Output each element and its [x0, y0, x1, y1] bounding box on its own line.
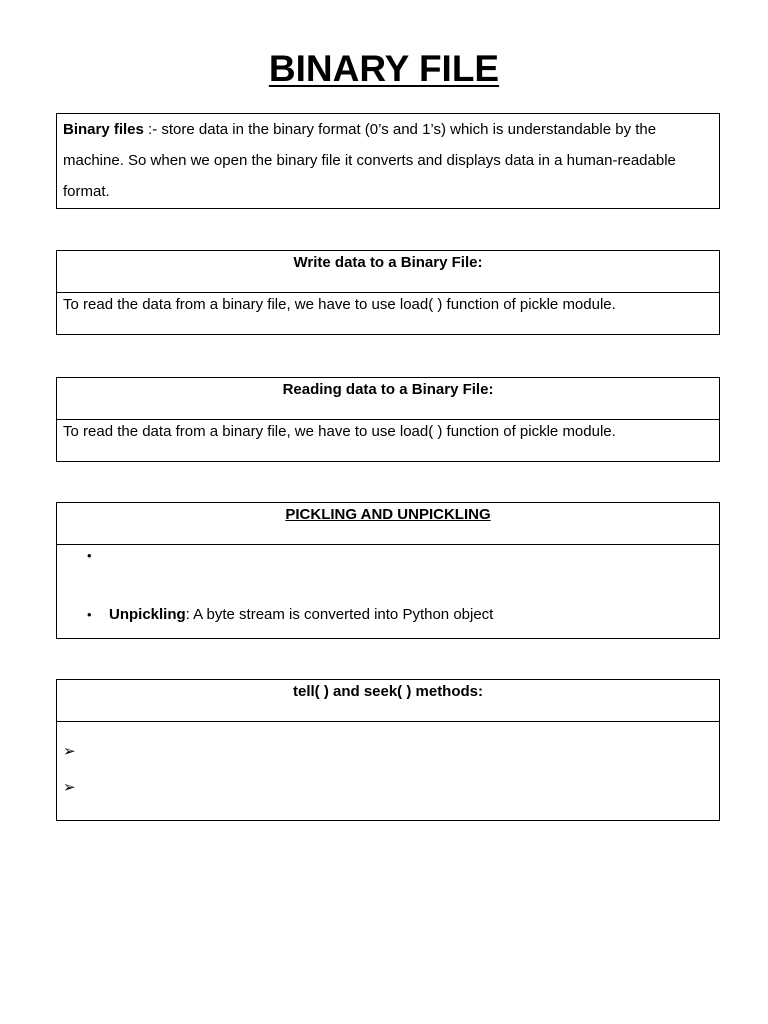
tell-seek-section [56, 679, 720, 821]
pickling-section-heading: PICKLING AND UNPICKLING [57, 503, 719, 545]
tell-seek-list [57, 722, 719, 820]
tell-seek-item [63, 778, 76, 798]
bullet-dot-icon: • [87, 607, 92, 622]
write-section-body: To read the data from a binary file, we have to use load( ) function of pickle module. [63, 296, 616, 313]
tell-seek-section-heading: tell( ) and seek( ) methods: [57, 680, 719, 722]
pickling-bullet-item [87, 546, 109, 566]
read-section-heading: Reading data to a Binary File: [57, 378, 719, 420]
intro-term: Binary files [63, 121, 144, 138]
unpickling-bullet-item [87, 605, 493, 625]
pickling-bullet-list [57, 545, 719, 639]
arrow-bullet-icon: ➢ [63, 779, 76, 796]
arrow-bullet-icon: ➢ [63, 743, 76, 760]
intro-text: :- store data in the binary format (0’s and 1’s) which is understandable by the machine. So when we open the binary file it converts and displays data in a human-readable format. [63, 121, 676, 200]
intro-box [56, 113, 720, 209]
write-section [56, 250, 720, 335]
read-section-body: To read the data from a binary file, we have to use load( ) function of pickle module. [63, 423, 616, 440]
document-title-text: BINARY FILE [268, 48, 500, 89]
unpickling-term: Unpickling [109, 606, 186, 623]
write-section-heading: Write data to a Binary File: [57, 251, 719, 293]
tell-seek-item [63, 742, 76, 762]
document-title [0, 46, 768, 92]
bullet-dot-icon: • [87, 548, 92, 563]
pickling-section [56, 502, 720, 639]
read-section [56, 377, 720, 462]
unpickling-text: : A byte stream is converted into Python object [185, 606, 494, 623]
